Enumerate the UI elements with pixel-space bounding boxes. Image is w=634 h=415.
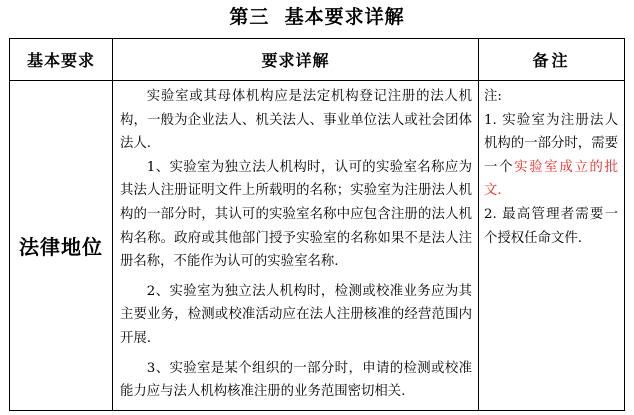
detail-paragraph: 1、实验室为独立法人机构时，认可的实验室名称应为其法人注册证明文件上所载明的名称；实验室为注册法人机构的一部分时，其认可的实验室名称中应包含注册的法人机构名称。政府或其他部门授予实验室的名称如果不是法人注册名称，不能作为认可的实验室名称. — [120, 159, 472, 270]
page-title: 第三 基本要求详解 — [229, 6, 405, 28]
detail-paragraph: 3、实验室是某个组织的一部分时，申请的检测或校准能力应与法人机构核准注册的业务范围密切相关. — [120, 360, 472, 400]
note-item-1-text: 1. 实验室为注册法人机构的一部分时，需要一个 — [484, 112, 618, 175]
detail-paragraph: 实验室或其母体机构应是法定机构登记注册的法人机构，一般为企业法人、机关法人、事业单位法人或社会团体法人. — [120, 89, 472, 152]
note-cell — [479, 81, 625, 411]
note-item-2: 2. 最高管理者需要一个授权任命文件. — [484, 206, 618, 246]
note-heading: 注: — [484, 89, 502, 104]
column-header-note: 备注 — [479, 39, 625, 81]
note-item-1 — [484, 109, 618, 203]
requirements-table — [9, 38, 625, 411]
table-header-row — [10, 39, 625, 81]
column-header-basic-requirement: 基本要求 — [10, 39, 113, 81]
category-cell: 法律地位 — [10, 81, 113, 411]
detail-paragraph: 2、实验室为独立法人机构时，检测或校准业务应为其主要业务，检测或校准活动应在法人注册核准的经营范围内开展. — [120, 283, 472, 346]
detail-cell — [113, 81, 479, 411]
column-header-requirement-detail: 要求详解 — [113, 39, 479, 81]
note-item-1-highlight: 实验室成立的批文. — [484, 159, 619, 199]
table-row — [10, 81, 625, 411]
